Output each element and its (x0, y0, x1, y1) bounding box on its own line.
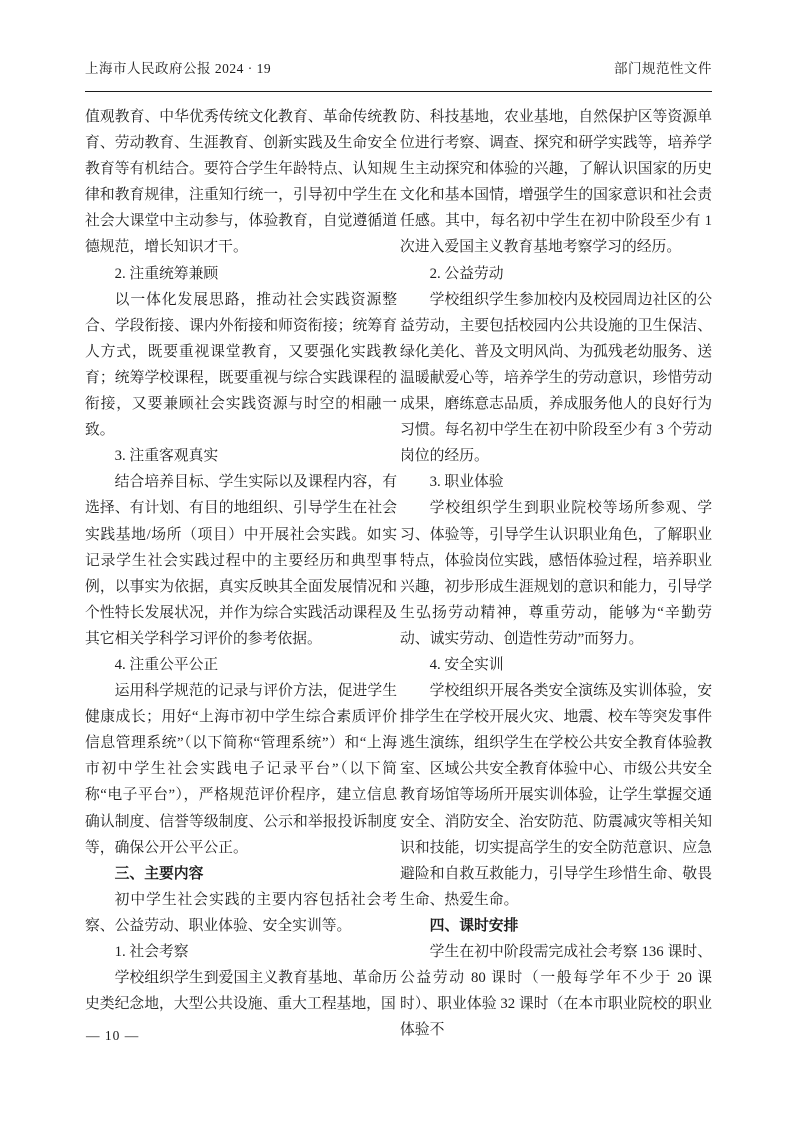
document-category: 部门规范性文件 (614, 61, 712, 76)
paragraph: 学校组织学生参加校内及校园周边社区的公益劳动，主要包括校园内公共设施的卫生保洁、绿化美化、普及文明风尚、为孤残老幼服务、送温暖献爱心等，培养学生的劳动意识，珍惜劳动成果，磨练意志品质，养成服务他人的良好行为习惯。每名初中学生在初中阶段至少有 3 个劳动岗位的经历。 (400, 291, 712, 465)
column-left (85, 104, 397, 1043)
page-header (85, 60, 712, 78)
item-heading: 3. 职业体验 (429, 474, 504, 491)
document-body (85, 104, 712, 1043)
page-number: — 10 — (86, 1028, 140, 1043)
item-heading: 4. 安全实训 (429, 656, 504, 673)
paragraph: 以一体化发展思路，推动社会实践资源整合、学段衔接、课内外衔接和师资衔接；统筹育人方式，既要重视课堂教育，又要强化实践教育；统筹学校课程，既要重视与综合实践课程的衔接，又要兼顾社会实践资源与时空的相融一致。 (85, 291, 397, 439)
paragraph: 初中学生社会实践的主要内容包括社会考察、公益劳动、职业体验、安全实训等。 (85, 891, 397, 934)
item-heading: 1. 社会考察 (114, 944, 189, 960)
paragraph: 学生在初中阶段需完成社会考察 136 课时、公益劳动 80 课时（一般每学年不少于 20 课时）、职业体验 32 课时（在本市职业院校的职业体验不 (400, 944, 712, 1039)
paragraph-continuation: 值观教育、中华优秀传统文化教育、革命传统教育、劳动教育、生涯教育、创新实践及生命安全教育等有机结合。要符合学生年龄特点、认知规律和教育规律，注重知行统一，引导初中学生在社会大课堂中主动参与，体验教育，自觉遵循道德规范，增长知识才干。 (85, 109, 397, 256)
section-heading: 四、课时安排 (429, 917, 519, 934)
item-heading: 4. 注重公平公正 (114, 656, 219, 673)
paragraph: 学校组织学生到爱国主义教育基地、革命历史类纪念地，大型公共设施、重大工程基地，国 (85, 970, 397, 1013)
header-divider (85, 91, 712, 92)
gazette-title: 上海市人民政府公报 2024 · 19 (85, 61, 272, 76)
item-heading: 2. 公益劳动 (429, 265, 504, 282)
paragraph: 学校组织学生到职业院校等场所参观、学习、体验等，引导学生认识职业角色，了解职业特点，体验岗位实践，感悟体验过程，培养职业兴趣，初步形成生涯规划的意识和能力，引导学生弘扬劳动精神，尊重劳动，能够为“辛勤劳动、诚实劳动、创造性劳动”而努力。 (400, 500, 712, 647)
paragraph: 运用科学规范的记录与评价方法，促进学生健康成长；用好“上海市初中学生综合素质评价信息管理系统”（以下简称“管理系统”）和“上海市初中学生社会实践电子记录平台”（以下简称“电子平台”），严格规范评价程序，建立信息确认制度、信誉等级制度、公示和举报投诉制度等，确保公开公平公正。 (85, 683, 397, 856)
paragraph: 学校组织开展各类安全演练及实训体验，安排学生在学校开展火灾、地震、校车等突发事件逃生演练，组织学生在学校公共安全教育体验教室、区域公共安全教育体验中心、市级公共安全教育场馆等场所开展实训体验，让学生掌握交通安全、消防安全、治安防范、防震减灾等相关知识和技能，切实提高学生的安全防范意识、应急避险和自救互救能力，引导学生珍惜生命、敬畏生命、热爱生命。 (400, 683, 712, 908)
item-heading: 3. 注重客观真实 (114, 448, 219, 465)
column-right (400, 104, 712, 1043)
paragraph-continuation: 防、科技基地，农业基地，自然保护区等资源单位进行考察、调查、探究和研学实践等，培养学生主动探究和体验的兴趣，了解认识国家的历史文化和基本国情，增强学生的国家意识和社会责任感。其中，每名初中学生在初中阶段至少有 1 次进入爱国主义教育基地考察学习的经历。 (400, 109, 712, 256)
item-heading: 2. 注重统筹兼顾 (114, 265, 219, 282)
paragraph: 结合培养目标、学生实际以及课程内容，有选择、有计划、有目的地组织、引导学生在社会实践基地/场所（项目）中开展社会实践。如实记录学生社会实践过程中的主要经历和典型事例，以事实为依据，真实反映其全面发展情况和个性特长发展状况，并作为综合实践活动课程及其它相关学科学习评价的参考依据。 (85, 474, 397, 647)
section-heading: 三、主要内容 (114, 865, 204, 882)
page-footer (86, 1027, 139, 1045)
